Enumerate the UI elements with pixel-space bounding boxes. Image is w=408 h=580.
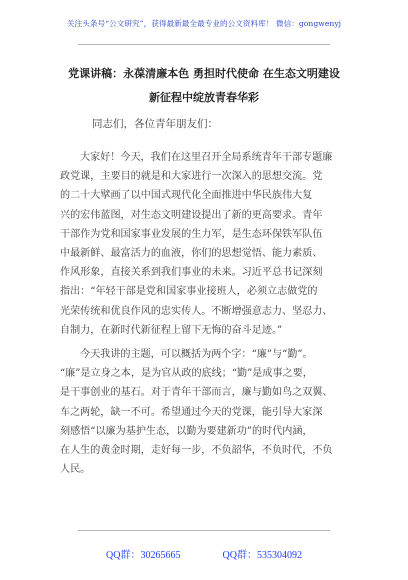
paragraph-line: 兴的宏伟蓝图，对生态文明建设提出了新的更高要求。青年: [60, 209, 323, 221]
paragraph-line: 大家好！今天，我们在这里召开全局系统青年干部专题廉: [80, 152, 333, 163]
title-line-1: 党课讲稿：永葆清廉本色 勇担时代使命 在生态文明建设: [68, 67, 340, 80]
paragraph-line: 今天我讲的主题，可以概括为两个字：“廉”与“勤”。: [80, 349, 313, 360]
paragraph-line: 干部作为党和国家事业发展的生力军，是生态环保铁军队伍: [60, 228, 323, 240]
paragraph-line: 车之两轮，缺一不可。希望通过今天的党课，能引导大家深: [60, 406, 323, 418]
paragraph-line: 在人生的黄金时期，走好每一步，不负韶华，不负时代，不负: [60, 445, 333, 457]
qq-group-1: QQ群：30265665: [106, 550, 181, 561]
paragraph-line: 中最新鲜、最富活力的血液，你们的思想觉悟、能力素质、: [60, 248, 323, 260]
document-title: [60, 62, 348, 110]
paragraph-line: 的二十大擘画了以中国式现代化全面推进中华民族伟大复: [60, 190, 313, 202]
paragraph-line: 光荣传统和优良作风的忠实传人。不断增强意志力、坚忍力、: [60, 305, 333, 317]
paragraph-line: 人民。: [60, 464, 91, 476]
paragraph-line: “廉”是立身之本，是为官从政的底线；“勤”是成事之要，: [60, 368, 313, 380]
promo-banner: 关注头条号“公文研究”，获得最新最全最专业的公文资料库！ 微信：gongwenyj: [66, 19, 342, 28]
paragraph-line: 刻感悟“以廉为基护生态，以勤为要建新功”的时代内涵，: [60, 425, 313, 437]
title-line-2: 新征程中绽放青春华彩: [149, 91, 259, 104]
footer-divider: [78, 530, 330, 531]
paragraph-line: 是干事创业的基石。对于青年干部而言，廉与勤如鸟之双翼、: [60, 387, 333, 399]
body-paragraph-2: [60, 345, 346, 479]
paragraph-line: 政党课，主要目的就是和大家进行一次深入的思想交流。党: [60, 171, 323, 183]
body-paragraph-1: [60, 148, 346, 340]
footer-contact: [0, 546, 408, 561]
greeting: 同志们，各位青年朋友们：: [92, 118, 218, 130]
paragraph-line: 指出：“年轻干部是党和国家事业接班人，必须立志做党的: [60, 286, 318, 298]
header-divider: [78, 44, 330, 45]
paragraph-line: 作风形象，直接关系到我们事业的未来。习近平总书记深刻: [60, 267, 323, 279]
paragraph-line: 自制力，在新时代新征程上留下无悔的奋斗足迹。”: [60, 324, 283, 336]
qq-group-2: QQ群：535304092: [222, 550, 302, 561]
